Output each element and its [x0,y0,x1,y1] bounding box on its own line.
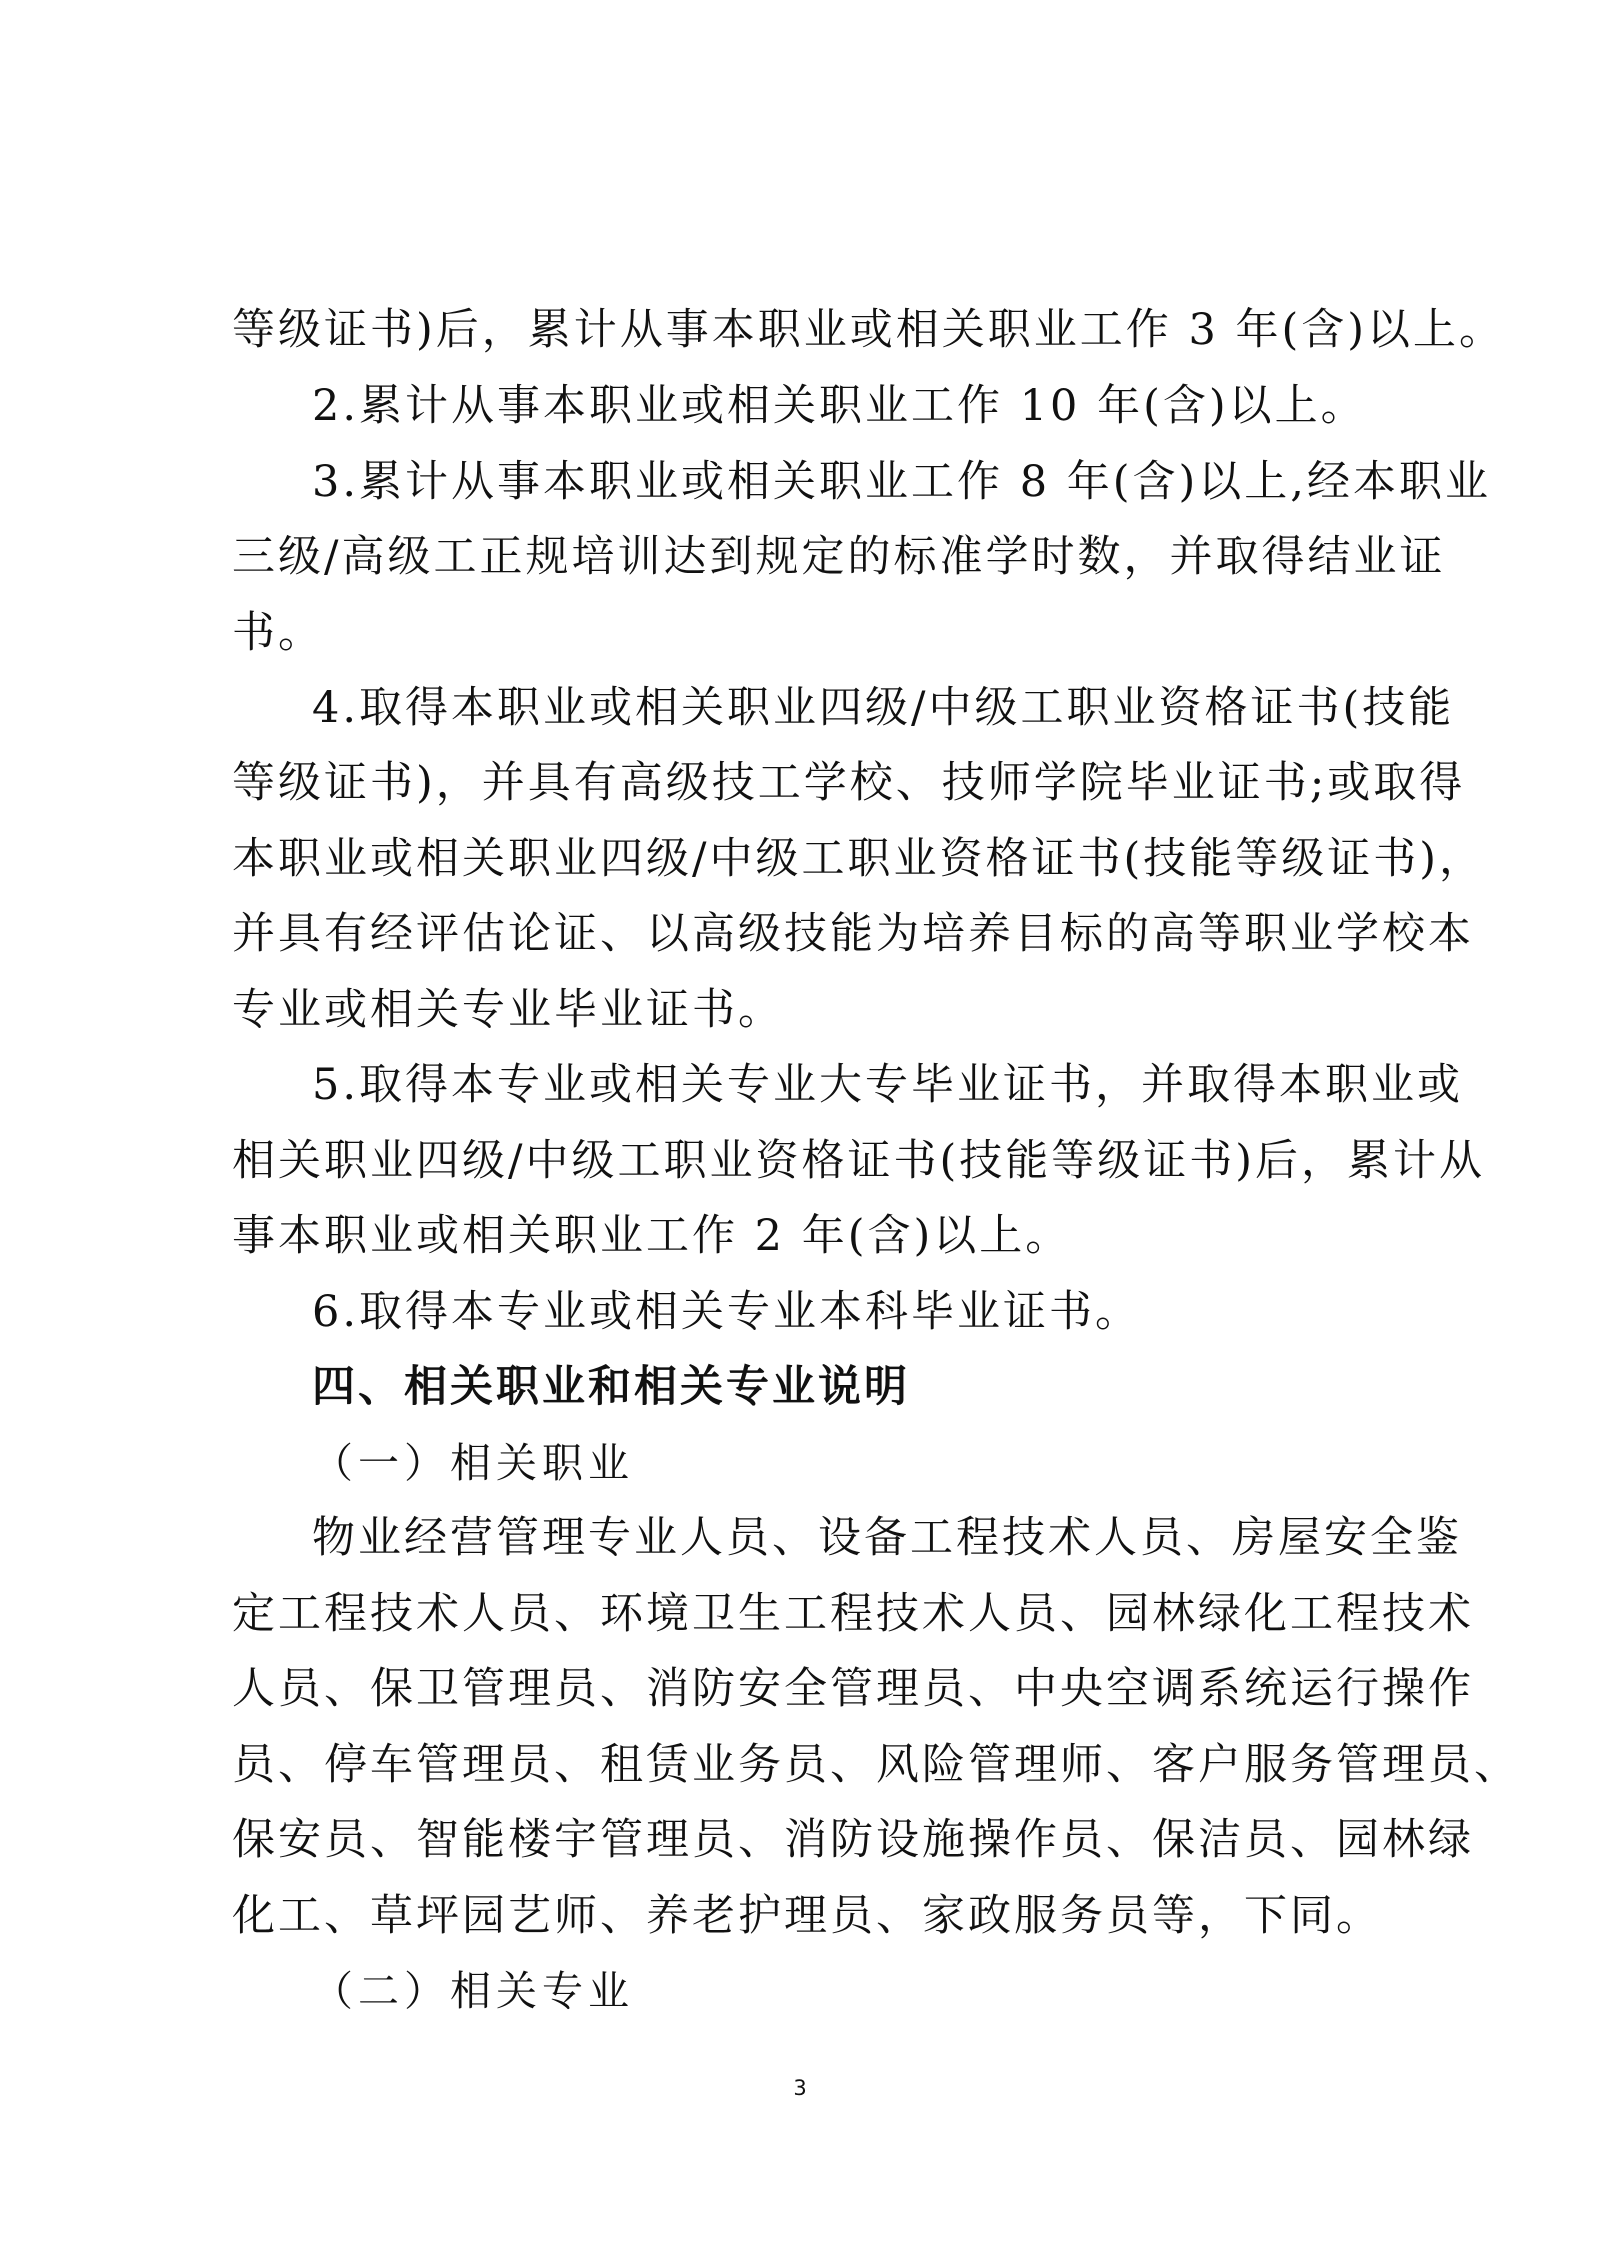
section-heading: 四、相关职业和相关专业说明 [312,1362,910,1412]
text-line: 书。 [232,608,324,658]
list-item: 6.取得本专业或相关专业本科毕业证书。 [312,1287,1142,1337]
occupations-text-line: 物业经营管理专业人员、设备工程技术人员、房屋安全鉴 [312,1513,1462,1563]
text-line: 相关职业四级/中级工职业资格证书(技能等级证书)后，累计从 [232,1136,1486,1186]
list-item: 4.取得本职业或相关职业四级/中级工职业资格证书(技能 [312,683,1455,733]
text-line: 本职业或相关职业四级/中级工职业资格证书(技能等级证书)， [232,834,1486,884]
occupations-text-line: 员、停车管理员、租赁业务员、风险管理师、客户服务管理员、 [232,1740,1520,1790]
occupations-text-line: 保安员、智能楼宇管理员、消防设施操作员、保洁员、园林绿 [232,1815,1474,1865]
occupations-text-line: 人员、保卫管理员、消防安全管理员、中央空调系统运行操作 [232,1664,1474,1714]
occupations-text-line: 定工程技术人员、环境卫生工程技术人员、园林绿化工程技术 [232,1589,1474,1639]
list-item: 5.取得本专业或相关专业大专毕业证书，并取得本职业或 [312,1060,1464,1110]
list-item: 2.累计从事本职业或相关职业工作 10 年(含)以上。 [312,381,1367,431]
subsection-heading-occupations: （一）相关职业 [312,1439,634,1487]
text-line: 专业或相关专业毕业证书。 [232,985,784,1035]
list-item: 3.累计从事本职业或相关职业工作 8 年(含)以上,经本职业 [312,457,1491,507]
text-line: 并具有经评估论证、以高级技能为培养目标的高等职业学校本 [232,909,1474,959]
text-line: 等级证书)，并具有高级技工学校、技师学院毕业证书;或取得 [232,758,1466,808]
subsection-heading-majors: （二）相关专业 [312,1967,634,2015]
text-line: 等级证书)后，累计从事本职业或相关职业工作 3 年(含)以上。 [232,305,1506,355]
occupations-text-line: 化工、草坪园艺师、养老护理员、家政服务员等，下同。 [232,1891,1382,1941]
text-line: 三级/高级工正规培训达到规定的标准学时数，并取得结业证 [232,532,1446,582]
text-line: 事本职业或相关职业工作 2 年(含)以上。 [232,1211,1072,1261]
page-number: 3 [793,2076,807,2100]
